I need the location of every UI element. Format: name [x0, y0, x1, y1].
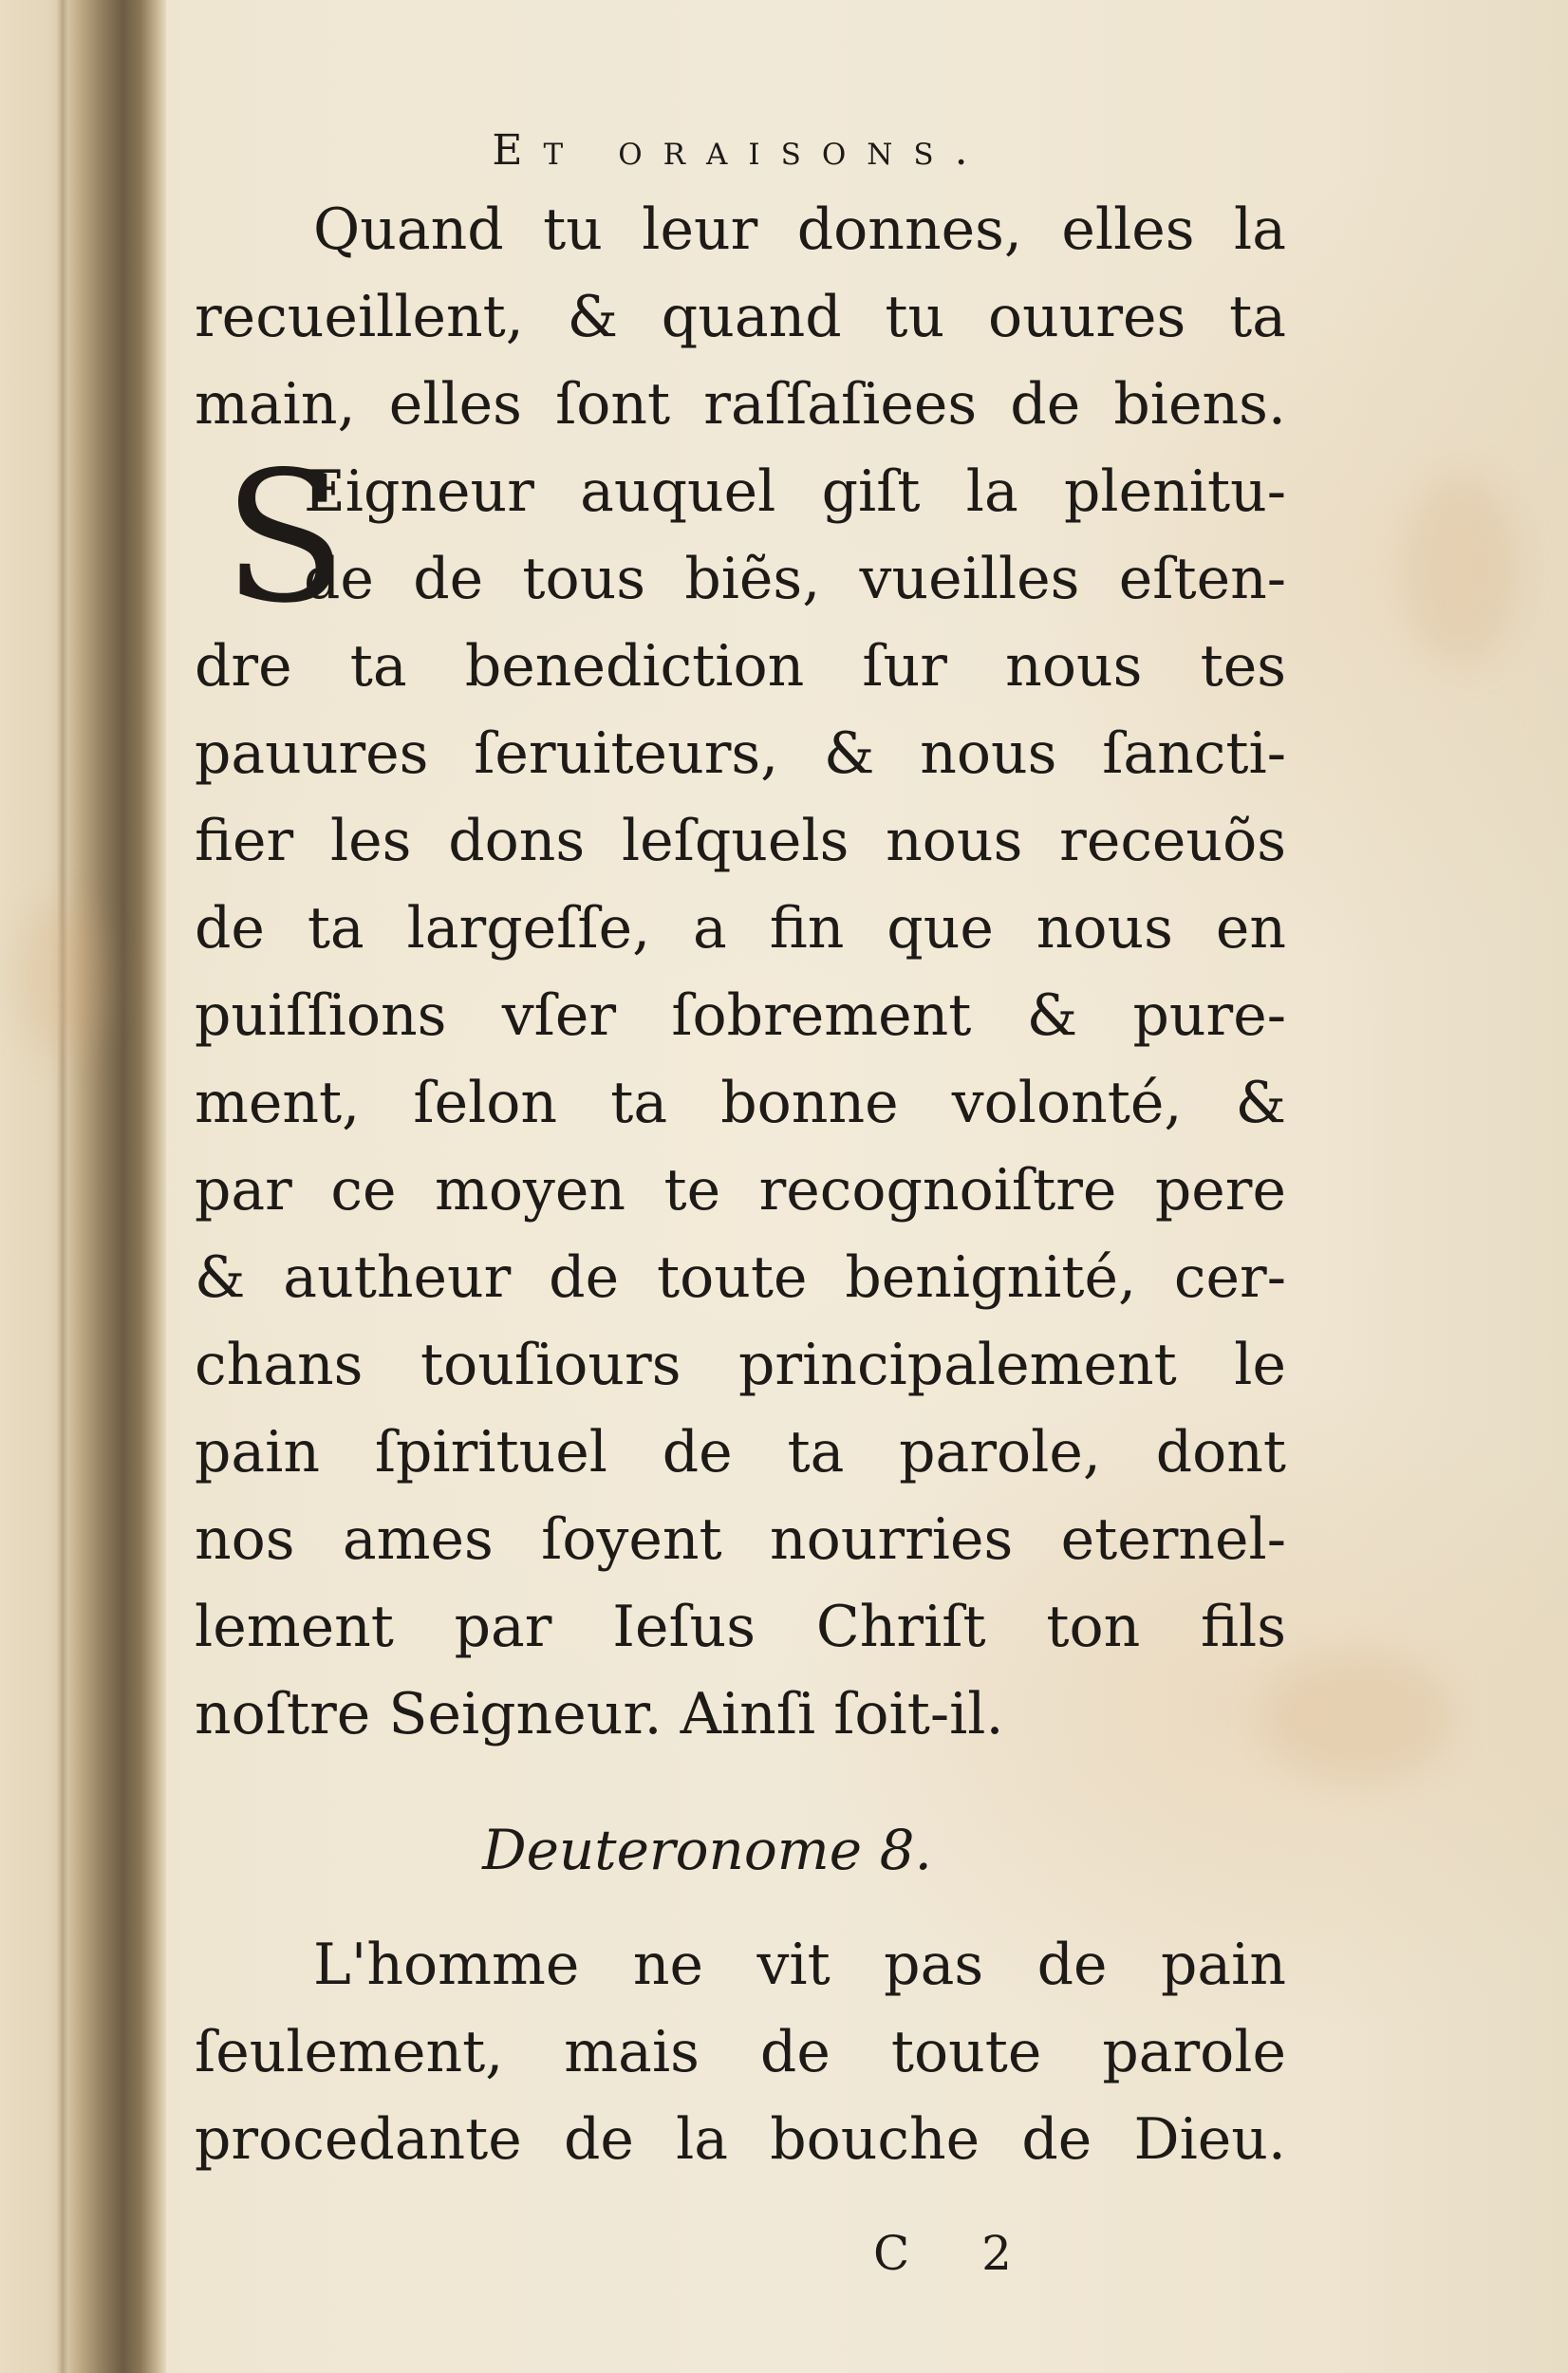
text-line: pauures ſeruiteurs, & nous ſancti-: [195, 720, 1286, 787]
text-line: lement par Ieſus Chriſt ton fils: [195, 1594, 1286, 1660]
text-line: nos ames ſoyent nourries eternel-: [195, 1506, 1286, 1573]
gutter-shadow: [57, 0, 68, 2373]
text-line: chans touſiours principalement le: [195, 1332, 1286, 1398]
text-line: fier les dons leſquels nous receuõs: [195, 808, 1286, 874]
text-line: Eigneur auquel giſt la plenitu-: [304, 458, 1286, 525]
text-line: puiſſions vſer ſobrement & pure-: [195, 982, 1286, 1049]
text-line: pain ſpirituel de ta parole, dont: [195, 1419, 1286, 1485]
text-line: procedante de la bouche de Dieu.: [195, 2106, 1286, 2173]
book-binding-gutter: [0, 0, 166, 2373]
text-line: recueillent, & quand tu ouures ta: [195, 284, 1286, 350]
prayer-paragraph: [195, 433, 1286, 1758]
paper-stain: [19, 902, 104, 1054]
text-line: de ta largeſſe, a fin que nous en: [195, 895, 1286, 962]
paper-stain: [1262, 1652, 1452, 1784]
drop-cap: S: [223, 433, 347, 643]
signature-mark: C 2: [873, 2226, 1040, 2281]
text-line: L'homme ne vit pas de pain: [313, 1932, 1286, 1998]
scripture-citation: Deuteronome 8.: [482, 1818, 932, 1882]
paper-stain: [1405, 475, 1519, 664]
text-line: Quand tu leur donnes, elles la: [313, 196, 1286, 263]
text-line: noſtre Seigneur. Ainſi ſoit-il.: [195, 1681, 1004, 1747]
text-line: & autheur de toute benignité, cer-: [195, 1244, 1286, 1311]
text-line: ment, ſelon ta bonne volonté, &: [195, 1070, 1286, 1136]
text-block: [195, 121, 1286, 2183]
running-header: Et oraisons.: [492, 126, 989, 175]
text-line: de de tous biẽs, vueilles eſten-: [304, 546, 1286, 612]
text-line: ſeulement, mais de toute parole: [195, 2019, 1286, 2085]
text-line: main, elles ſont raſſaſiees de biens.: [195, 371, 1286, 438]
text-line: par ce moyen te recognoiſtre pere: [195, 1157, 1286, 1224]
text-line: dre ta benediction ſur nous tes: [195, 633, 1286, 700]
